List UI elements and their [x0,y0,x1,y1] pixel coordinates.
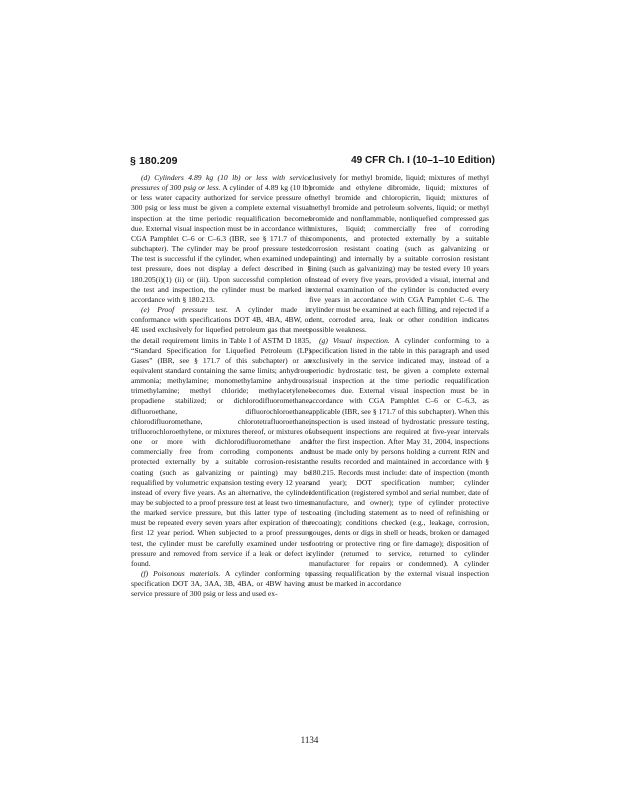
paragraph-e [131,305,311,569]
right-column [309,173,489,589]
paragraph-d-heading: (d) Cylinders 4.89 kg (10 lb) or less with service pressures of 300 psig or less. [131,173,311,193]
paragraph-f-heading: (f) Poisonous materials. [141,569,221,579]
running-title: 49 CFR Ch. I (10–1–10 Edition) [351,155,495,166]
paragraph-d-text: A cylinder of 4.89 kg (10 lb) or less water capacity authorized for service pressure of 300 psig or less must be given a complete external visual inspection at the time periodic requalification becomes due. External visual inspection must be in accordance with CGA Pamphlet C–6 or C–6.3 (IBR, see § 171.7 of this subchapter). The cylinder may be proof pressure tested. The test is successful if the cylinder, when examined under test pressure, does not display a defect described in § 180.205(i)(1) (ii) or (iii). Upon successful completion of the test and inspection, the cylinder must be marked in accordance with § 180.213. [131,183,311,304]
paragraph-e-text: A cylinder made in conformance with specifications DOT 4B, 4BA, 4BW, or 4E used exclusively for liquefied petroleum gas that meets the detail requirement limits in Table I of ASTM D 1835, “Standard Specification for Liquefied Petroleum (LP) Gases” (IBR, see § 171.7 of this subchapter) or an equivalent standard containing the same limits; anhydrous ammonia; methylamine; monomethylamine anhydrous; trimethylamine; methyl chloride; methylacetylene-propadiene stabilized; or dichlorodifluoromethane, difluoroethane, difluorochloroethane, chlorodifluoromethane, chlorotetrafluoroethane, trifluorochloroethylene, or mixtures thereof, or mixtures of one or more with dichlorodifluoromethane and commercially free from corroding components and protected externally by a suitable corrosion-resistant coating (such as galvanizing or painting) may be requalified by volumetric expansion testing every 12 years instead of every five years. As an alternative, the cylinder may be subjected to a proof pressure test at least two times the marked service pressure, but this latter type of test must be repeated every seven years after expiration of the first 12 year period. When subjected to a proof pressure test, the cylinder must be carefully examined under test pressure and removed from service if a leak or defect is found. [131,305,311,568]
section-number: § 180.209 [130,155,178,167]
paragraph-g-text: A cylinder conforming to a specification listed in the table in this paragraph and used exclusively in the service indicated may, instead of a periodic hydrostatic test, be given a complete external visual inspection at the time periodic requalification becomes due. External visual inspection must be in accordance with CGA Pamphlet C–6 or C–6.3, as applicable (IBR, see § 171.7 of this subchapter). When this inspection is used instead of hydrostatic pressure testing, subsequent inspections are required at five-year intervals after the first inspection. After May 31, 2004, inspections must be made only by persons holding a current RIN and the results recorded and maintained in accordance with § 180.215. Records must include: date of inspection (month and year); DOT specification number; cylinder identification (registered symbol and serial number, date of manufacture, and owner); type of cylinder protective coating (including statement as to need of refinishing or recoating); conditions checked (e.g., leakage, corrosion, gouges, dents or digs in shell or heads, broken or damaged footring or protective ring or fire damage); disposition of cylinder (returned to service, returned to cylinder manufacturer for repairs or condemned). A cylinder passing requalification by the external visual inspection must be marked in accordance [309,335,489,589]
left-column [131,173,311,600]
paragraph-f [131,569,311,599]
page-number: 1134 [300,735,319,745]
paragraph-g [309,336,489,590]
paragraph-d [131,173,311,305]
paragraph-g-heading: (g) Visual inspection. [319,335,390,345]
paragraph-f-continued: clusively for methyl bromide, liquid; mixtures of methyl bromide and ethylene dibromide, liquid; mixtures of methyl bromide and chloropicrin, liquid; mixtures of methyl bromide and petroleum solvents, liquid; or methyl bromide and nonflammable, nonliquefied compressed gas mixtures, liquid; commercially free of corroding components, and protected externally by a suitable corrosion resistant coating (such as galvanizing or painting) and internally by a suitable corrosion resistant lining (such as galvanizing) may be tested every 10 years instead of every five years, provided a visual, internal and external examination of the cylinder is conducted every five years in accordance with CGA Pamphlet C–6. The cylinder must be examined at each filling, and rejected if a dent, corroded area, leak or other condition indicates possible weakness. [309,173,489,335]
paragraph-f-text: A cylinder conforming to specification DOT 3A, 3AA, 3B, 4BA, or 4BW having a service pressure of 300 psig or less and used ex- [131,569,311,599]
paragraph-e-heading: (e) Proof pressure test. [141,305,228,315]
